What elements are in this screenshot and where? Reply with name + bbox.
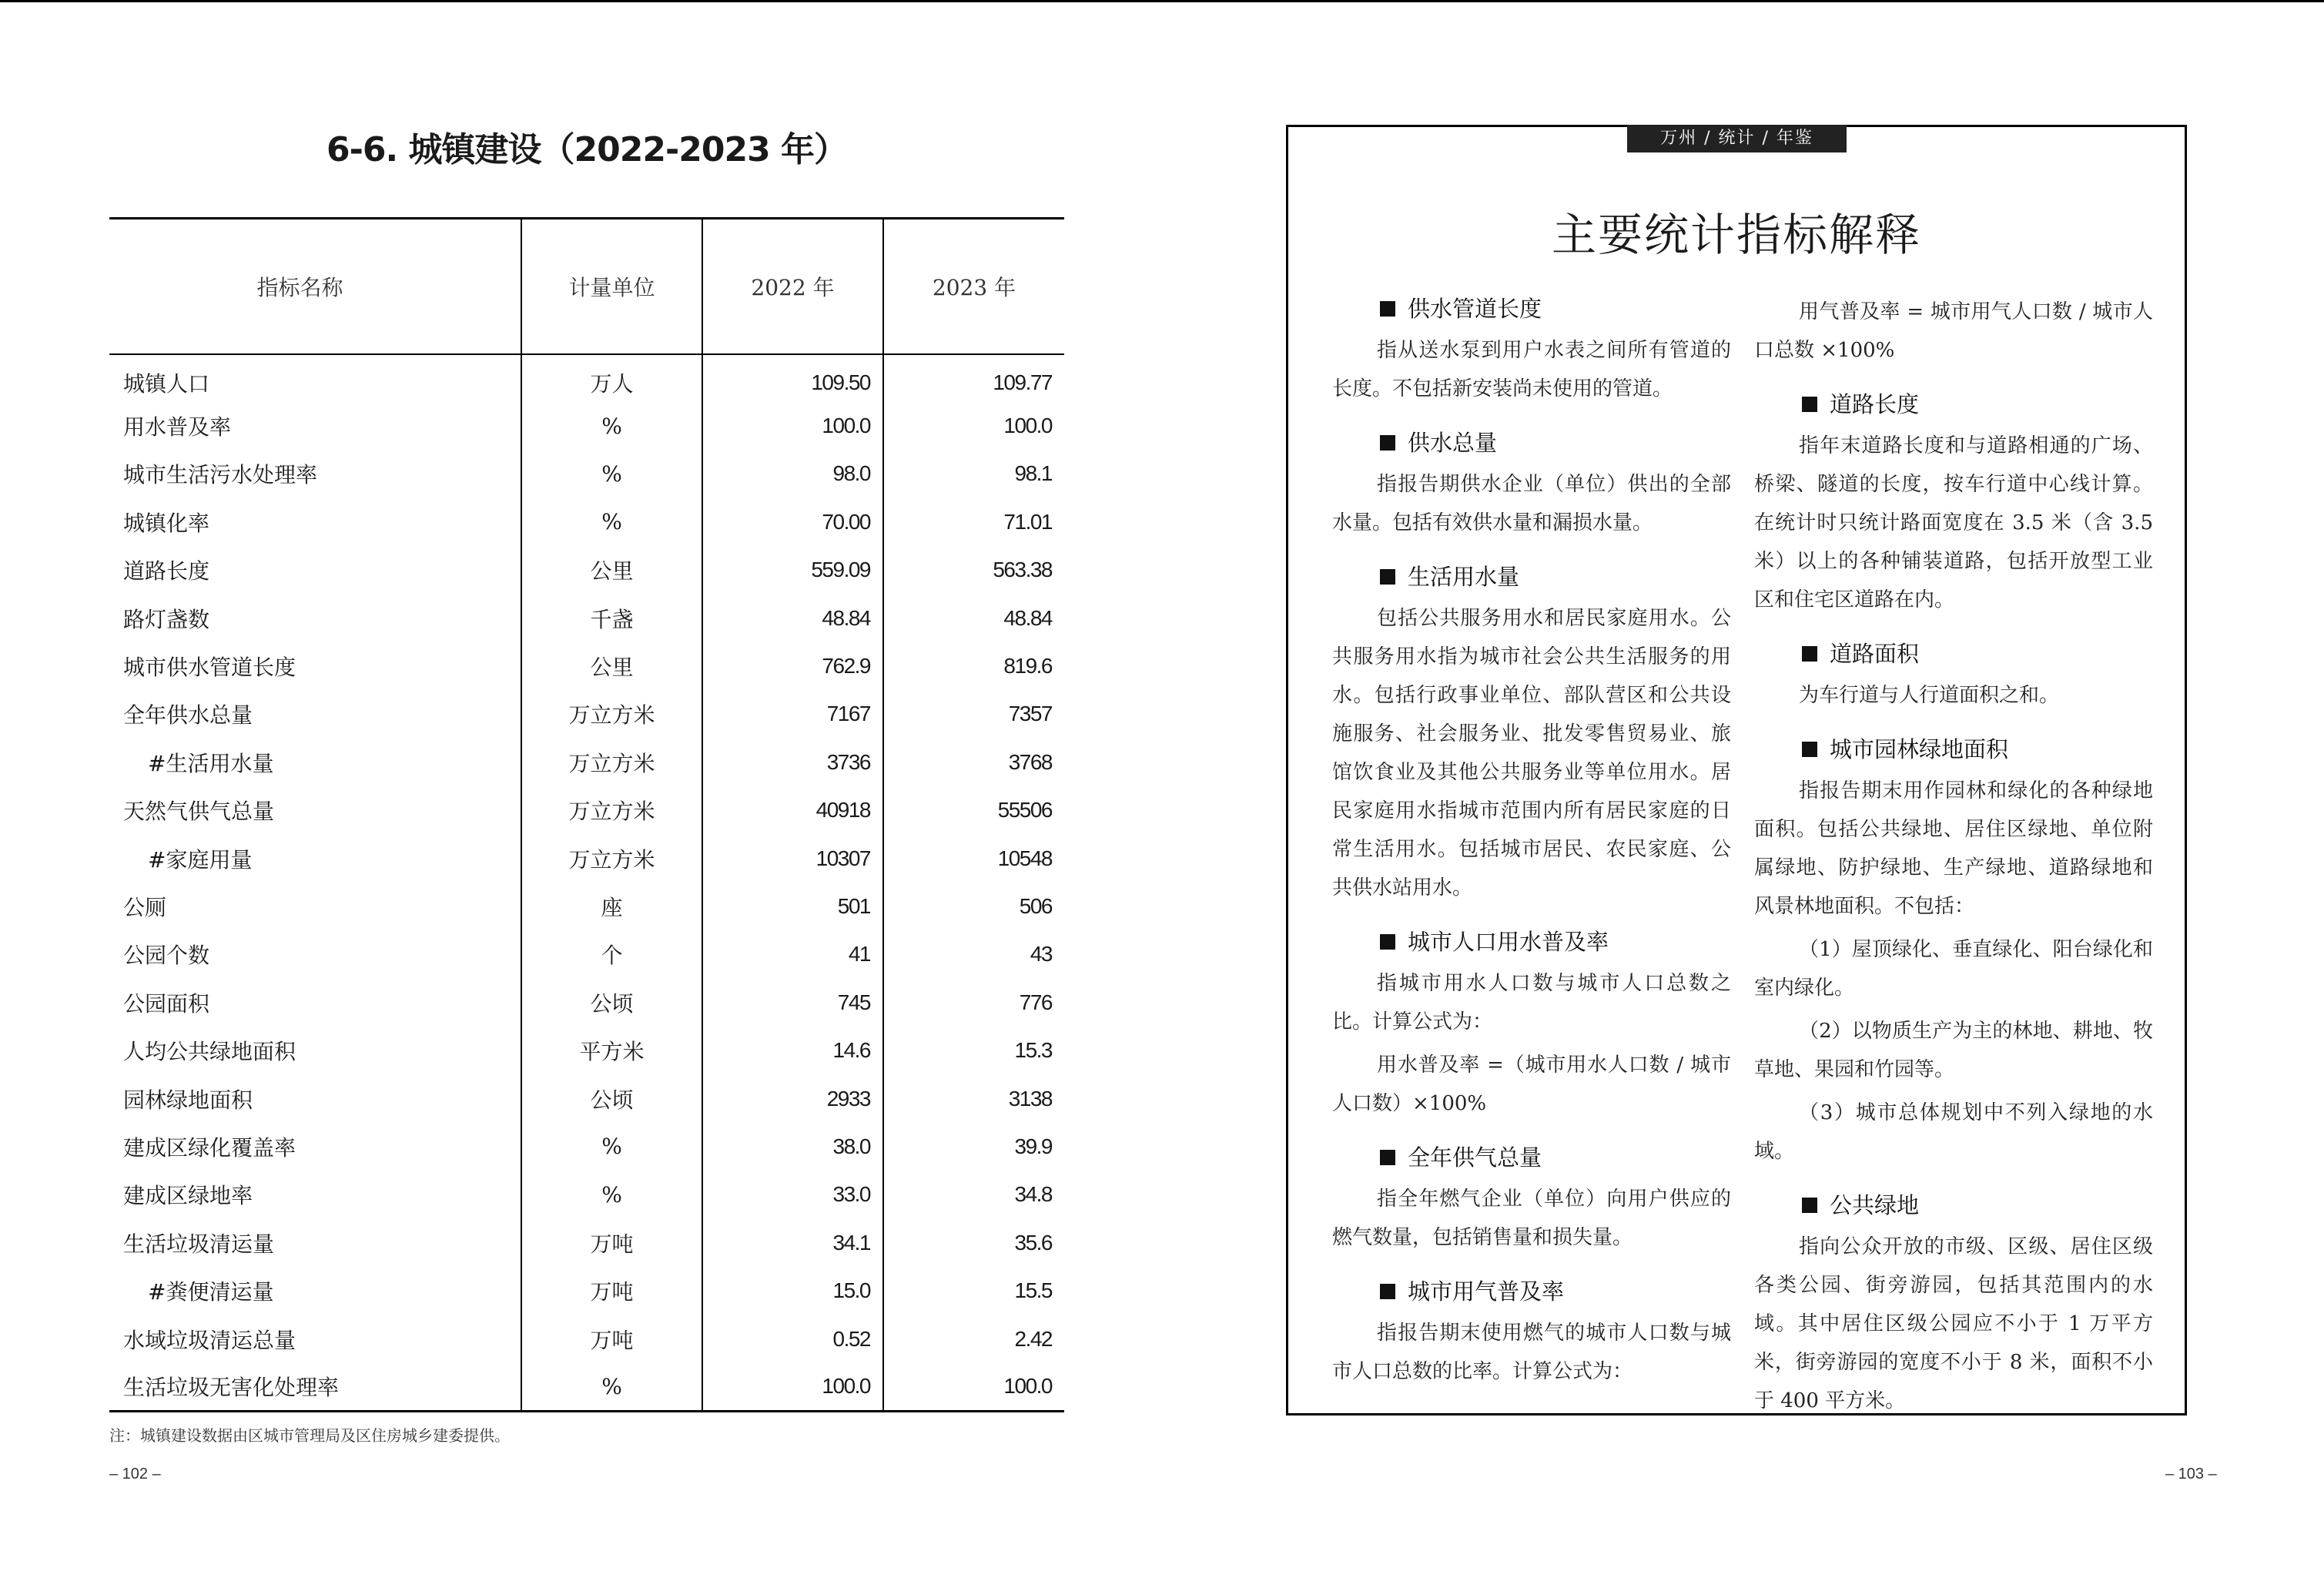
definition-paragraph: 为车行道与人行道面积之和。	[1799, 684, 2060, 707]
value-2023-cell: 10548	[883, 834, 1064, 882]
value-2022-cell: 34.1	[702, 1219, 883, 1267]
unit-cell: %	[521, 402, 702, 450]
unit-cell: 万立方米	[521, 739, 702, 786]
section-gap	[1754, 374, 2153, 388]
value-2022-cell: 15.0	[702, 1267, 883, 1315]
unit-cell: 万立方米	[521, 834, 702, 882]
section-heading-text: 供水总量	[1408, 430, 1498, 456]
table-row	[109, 739, 1064, 786]
table-row	[109, 1074, 1064, 1122]
value-2022-cell: 762.9	[702, 642, 883, 690]
value-2022-cell: 3736	[702, 739, 883, 786]
table-row	[109, 1363, 1064, 1411]
value-2022-cell: 745	[702, 979, 883, 1027]
value-2022-cell: 559.09	[702, 546, 883, 594]
definition-paragraph: （1）屋顶绿化、垂直绿化、阳台绿化和室内绿化。	[1754, 938, 2153, 1000]
table-row	[109, 1027, 1064, 1074]
value-2023-cell: 2.42	[883, 1315, 1064, 1362]
section-gap	[1754, 1175, 2153, 1189]
unit-cell: 千盏	[521, 594, 702, 642]
table-row	[109, 498, 1064, 546]
indicator-name-cell: #家庭用量	[148, 846, 253, 873]
definitions-right-column	[1754, 293, 2153, 1425]
definition-paragraph: 指报告期末用作园林和绿化的各种绿地面积。包括公共绿地、居住区绿地、单位附属绿地、防护绿地、生产绿地、道路绿地和风景林地面积。不包括：	[1754, 779, 2153, 918]
table-row	[109, 354, 1064, 402]
value-2022-cell: 38.0	[702, 1123, 883, 1171]
unit-cell: 万立方米	[521, 690, 702, 738]
value-2023-cell: 776	[883, 979, 1064, 1027]
definition-paragraph: （2）以物质生产为主的林地、耕地、牧草地、果园和竹园等。	[1754, 1020, 2153, 1081]
value-2022-cell: 41	[702, 930, 883, 978]
section-gap	[1754, 624, 2153, 638]
definition-paragraph: 指从送水泵到用户水表之间所有管道的长度。不包括新安装尚未使用的管道。	[1332, 339, 1731, 400]
square-bullet-icon	[1802, 646, 1817, 662]
definition-paragraph: 包括公共服务用水和居民家庭用水。公共服务用水指为城市社会公共生活服务的用水。包括行政事业单位、部队营区和公共设施服务、社会服务业、批发零售贸易业、旅馆饮食业及其他公共服务业等单位用水。居民家庭用水指城市范围内所有居民家庭的日常生活用水。包括城市居民、农民家庭、公共供水站用水。	[1332, 607, 1731, 900]
indicator-name-cell: 公厕	[123, 894, 167, 920]
unit-cell: %	[521, 1123, 702, 1171]
value-2023-cell: 48.84	[883, 594, 1064, 642]
section-heading	[1332, 293, 1731, 325]
definition-paragraph: 指全年燃气企业（单位）向用户供应的燃气数量，包括销售量和损失量。	[1332, 1188, 1731, 1249]
square-bullet-icon	[1802, 742, 1817, 757]
square-bullet-icon	[1802, 1198, 1817, 1213]
value-2022-cell: 48.84	[702, 594, 883, 642]
table-row	[109, 930, 1064, 978]
table-row	[109, 642, 1064, 690]
section-heading	[1754, 638, 2153, 670]
value-2023-cell: 43	[883, 930, 1064, 978]
indicator-name-cell: 天然气供气总量	[123, 799, 275, 825]
section-heading-text: 公共绿地	[1830, 1192, 1920, 1218]
section-gap	[1332, 1261, 1731, 1275]
header-2022: 2022 年	[702, 219, 883, 354]
value-2022-cell: 10307	[702, 834, 883, 882]
unit-cell: 公里	[521, 546, 702, 594]
value-2023-cell: 819.6	[883, 642, 1064, 690]
value-2023-cell: 71.01	[883, 498, 1064, 546]
value-2023-cell: 563.38	[883, 546, 1064, 594]
value-2023-cell: 7357	[883, 690, 1064, 738]
indicator-name-cell: 人均公共绿地面积	[123, 1039, 296, 1065]
section-gap	[1332, 547, 1731, 561]
square-bullet-icon	[1802, 397, 1817, 412]
definition-paragraph: （3）城市总体规划中不列入绿地的水域。	[1754, 1101, 2153, 1163]
indicator-name-cell: 道路长度	[123, 558, 210, 585]
table-row	[109, 883, 1064, 930]
section-heading-text: 道路面积	[1830, 641, 1920, 667]
unit-cell: 个	[521, 930, 702, 978]
square-bullet-icon	[1380, 934, 1395, 950]
section-heading	[1332, 1141, 1731, 1174]
value-2023-cell: 3768	[883, 739, 1064, 786]
unit-cell: 万吨	[521, 1267, 702, 1315]
value-2022-cell: 7167	[702, 690, 883, 738]
table-row	[109, 979, 1064, 1027]
table-row	[109, 786, 1064, 834]
indicator-name-cell: #生活用水量	[148, 750, 274, 776]
unit-cell: %	[521, 1363, 702, 1411]
header-2023: 2023 年	[883, 219, 1064, 354]
indicator-name-cell: 公园个数	[123, 943, 210, 969]
table-row	[109, 1171, 1064, 1218]
value-2023-cell: 34.8	[883, 1171, 1064, 1218]
value-2022-cell: 100.0	[702, 1363, 883, 1411]
table-row	[109, 450, 1064, 498]
value-2023-cell: 15.5	[883, 1267, 1064, 1315]
value-2023-cell: 109.77	[883, 354, 1064, 402]
section-heading-text: 生活用水量	[1408, 564, 1520, 590]
page-number-right: – 103 –	[2165, 1466, 2217, 1482]
indicator-name-cell: 城市生活污水处理率	[123, 462, 318, 488]
value-2022-cell: 70.00	[702, 498, 883, 546]
definition-paragraph: 指年末道路长度和与道路相通的广场、桥梁、隧道的长度，按车行道中心线计算。在统计时只统计路面宽度在 3.5 米（含 3.5 米）以上的各种铺装道路，包括开放型工业区和住宅区道路在内。	[1754, 434, 2153, 611]
section-heading	[1754, 388, 2153, 420]
section-gap	[1332, 912, 1731, 926]
page-number-left: – 102 –	[109, 1466, 161, 1482]
unit-cell: %	[521, 450, 702, 498]
value-2022-cell: 109.50	[702, 354, 883, 402]
section-heading-text: 供水管道长度	[1408, 296, 1542, 322]
unit-cell: %	[521, 498, 702, 546]
square-bullet-icon	[1380, 435, 1395, 451]
definition-paragraph: 指报告期末使用燃气的城市人口数与城市人口总数的比率。计算公式为：	[1332, 1322, 1731, 1383]
table-row	[109, 1219, 1064, 1267]
unit-cell: 万立方米	[521, 786, 702, 834]
value-2022-cell: 98.0	[702, 450, 883, 498]
indicator-name-cell: 路灯盏数	[123, 606, 210, 632]
square-bullet-icon	[1380, 1150, 1395, 1165]
definition-paragraph: 指城市用水人口数与城市人口总数之比。计算公式为：	[1332, 972, 1731, 1034]
value-2022-cell: 501	[702, 883, 883, 930]
table-row	[109, 594, 1064, 642]
table-row	[109, 1123, 1064, 1171]
value-2023-cell: 35.6	[883, 1219, 1064, 1267]
value-2022-cell: 100.0	[702, 402, 883, 450]
section-heading	[1332, 1275, 1731, 1308]
indicator-name-cell: 全年供水总量	[123, 702, 253, 729]
table-row	[109, 402, 1064, 450]
indicator-name-cell: 水域垃圾清运总量	[123, 1327, 296, 1353]
value-2023-cell: 55506	[883, 786, 1064, 834]
table-row	[109, 1315, 1064, 1362]
unit-cell: 公里	[521, 642, 702, 690]
definition-paragraph: 用气普及率 = 城市用气人口数 / 城市人口总数 ×100%	[1754, 300, 2153, 362]
header-unit: 计量单位	[521, 219, 702, 354]
definition-paragraph: 指报告期供水企业（单位）供出的全部水量。包括有效供水量和漏损水量。	[1332, 473, 1731, 534]
indicator-name-cell: 用水普及率	[123, 414, 232, 441]
section-heading-text: 全年供气总量	[1408, 1144, 1542, 1171]
unit-cell: 公顷	[521, 979, 702, 1027]
section-gap	[1754, 719, 2153, 733]
value-2022-cell: 33.0	[702, 1171, 883, 1218]
table-header-row	[109, 219, 1064, 354]
header-indicator-name: 指标名称	[109, 219, 521, 354]
square-bullet-icon	[1380, 1284, 1395, 1299]
section-gap	[1332, 1127, 1731, 1141]
value-2022-cell: 40918	[702, 786, 883, 834]
unit-cell: 公顷	[521, 1074, 702, 1122]
indicator-name-cell: 生活垃圾清运量	[123, 1231, 275, 1257]
indicator-name-cell: 生活垃圾无害化处理率	[109, 1363, 521, 1411]
page-title: 主要统计指标解释	[1551, 209, 1921, 261]
section-heading	[1754, 733, 2153, 766]
definitions-left-column	[1332, 293, 1731, 1395]
indicator-name-cell: 建成区绿化覆盖率	[123, 1134, 296, 1161]
table-title: 6-6. 城镇建设（2022-2023 年）	[326, 130, 848, 169]
section-heading-text: 道路长度	[1830, 391, 1920, 417]
value-2023-cell: 98.1	[883, 450, 1064, 498]
indicator-name-cell: 园林绿地面积	[123, 1087, 253, 1113]
value-2023-cell: 100.0	[883, 1363, 1064, 1411]
indicator-name-cell: 建成区绿地率	[123, 1183, 253, 1209]
section-heading-text: 城市园林绿地面积	[1830, 736, 2009, 762]
unit-cell: 平方米	[521, 1027, 702, 1074]
definition-paragraph: 指向公众开放的市级、区级、居住区级各类公园、街旁游园，包括其范围内的水域。其中居住区级公园应不小于 1 万平方米，街旁游园的宽度不小于 8 米，面积不小于 400 平方米。	[1754, 1235, 2153, 1412]
table-row	[109, 690, 1064, 738]
unit-cell: 万吨	[521, 1315, 702, 1362]
unit-cell: %	[521, 1171, 702, 1218]
indicator-name-cell: #粪便清运量	[148, 1279, 274, 1305]
square-bullet-icon	[1380, 301, 1395, 317]
table-row	[109, 834, 1064, 882]
indicator-name-cell: 城镇人口	[123, 371, 210, 397]
table-row	[109, 546, 1064, 594]
value-2023-cell: 39.9	[883, 1123, 1064, 1171]
table-footnote: 注：城镇建设数据由区城市管理局及区住房城乡建委提供。	[109, 1426, 510, 1445]
section-heading	[1754, 1189, 2153, 1221]
section-gap	[1332, 413, 1731, 427]
value-2022-cell: 2933	[702, 1074, 883, 1122]
value-2023-cell: 3138	[883, 1074, 1064, 1122]
value-2022-cell: 0.52	[702, 1315, 883, 1362]
indicator-name-cell: 公园面积	[123, 990, 210, 1017]
unit-cell: 万吨	[521, 1219, 702, 1267]
section-heading-text: 城市人口用水普及率	[1408, 929, 1609, 955]
unit-cell: 座	[521, 883, 702, 930]
urban-construction-table	[109, 217, 1064, 1412]
yearbook-header-band: 万州 / 统计 / 年鉴	[1627, 125, 1847, 152]
indicator-name-cell: 城市供水管道长度	[123, 655, 296, 681]
table-row	[109, 1267, 1064, 1315]
definition-paragraph: 用水普及率 =（城市用水人口数 / 城市人口数）×100%	[1332, 1054, 1731, 1115]
square-bullet-icon	[1380, 569, 1395, 585]
table-body	[109, 354, 1064, 1412]
value-2023-cell: 506	[883, 883, 1064, 930]
section-heading-text: 城市用气普及率	[1408, 1278, 1565, 1305]
section-heading	[1332, 926, 1731, 958]
section-heading	[1332, 427, 1731, 459]
value-2023-cell: 100.0	[883, 402, 1064, 450]
section-heading	[1332, 561, 1731, 593]
value-2022-cell: 14.6	[702, 1027, 883, 1074]
unit-cell: 万人	[521, 354, 702, 402]
indicator-name-cell: 城镇化率	[123, 510, 210, 536]
value-2023-cell: 15.3	[883, 1027, 1064, 1074]
